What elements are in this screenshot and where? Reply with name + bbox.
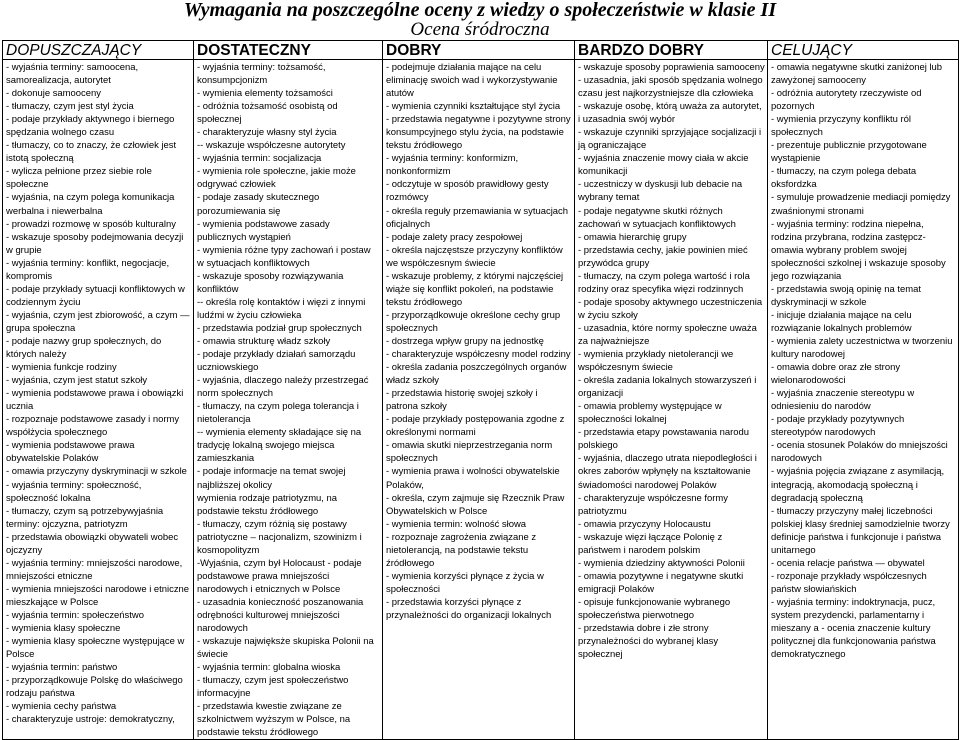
requirements-text: - wskazuje sposoby poprawienia samooceny - uzasadnia, jaki sposób spędzania wolnego czasu jest najkorzystniejsze dla człowieka - wskazuje osobę, którą uważa za autorytet, i uzasadnia swój wybór - wskazuje czynniki sprzyjające socjalizacji i ją ograniczające - wyjaśnia znaczenie mowy ciała w akcie komunikacji - uczestniczy w dyskusji lub debacie na wybrany temat - podaje negatywne skutki różnych zachowań w sytuacjach konfliktowych - omawia hierarchię grupy - przedstawia cechy, jakie powinien mieć przywódca grupy - tłumaczy, na czym polega wartość i rola rodziny oraz specyfika więzi rodzinnych - podaje sposoby aktywnego uczestniczenia w życiu szkoły - uzasadnia, które normy społeczne uważa za najważniejsze - wymienia przykłady nietolerancji we współczesnym świecie - określa zadania lokalnych stowarzyszeń i organizacji - omawia problemy występujące w społeczności lokalnej - przedstawia etapy powstawania narodu polskiego - wyjaśnia, dlaczego utrata niepodległości i okres zaborów wpłynęły na kształtowanie świadomości narodowej Polaków - charakteryzuje współczesne formy patriotyzmu - omawia przyczyny Holocaustu - wskazuje więzi łączące Polonię z państwem i narodem polskim - wymienia dziedziny aktywności Polonii - omawia pozytywne i negatywne skutki emigracji Polaków - opisuje funkcjonowanie wybranego społeczeństwa pierwotnego - przedstawia dobre i złe strony przynależności do wybranej klasy społecznej	[578, 62, 765, 661]
column-heading-bardzo-dobry: BARDZO DOBRY	[575, 41, 768, 60]
column-cell-dostateczny	[194, 60, 383, 740]
table-header-row	[3, 41, 959, 60]
column-cell-bardzo-dobry	[575, 60, 768, 740]
column-cell-celujacy	[768, 60, 959, 740]
table-row	[3, 60, 959, 740]
document-title: Wymagania na poszczególne oceny z wiedzy o społeczeństwie w klasie II	[183, 0, 777, 21]
column-heading-dopuszczajacy: DOPUSZCZAJĄCY	[3, 41, 194, 60]
document-subtitle: Ocena śródroczna	[410, 19, 550, 40]
column-cell-dopuszczajacy	[3, 60, 194, 740]
column-cell-dobry	[383, 60, 575, 740]
requirements-text: - podejmuje działania mające na celu eliminację swoich wad i wykorzystywanie atutów - wymienia czynniki kształtujące styl życia - przedstawia negatywne i pozytywne strony konsumpcyjnego stylu życia, na podstawie tekstu źródłowego - wyjaśnia terminy: konformizm, nonkonformizm - odczytuje w sposób prawidłowy gesty rozmówcy - określa reguły przemawiania w sytuacjach oficjalnych - podaje zalety pracy zespołowej - określa najczęstsze przyczyny konfliktów we współczesnym świecie - wskazuje problemy, z którymi najczęściej wiąże się konflikt pokoleń, na podstawie tekstu źródłowego - przyporządkowuje określone cechy grup społecznych - dostrzega wpływ grupy na jednostkę - charakteryzuje współczesny model rodziny - określa zadania poszczególnych organów władz szkoły - przedstawia historię swojej szkoły i patrona szkoły - podaje przykłady postępowania zgodne z określonymi normami - omawia skutki nieprzestrzegania norm społecznych - wymienia prawa i wolności obywatelskie Polaków, - określa, czym zajmuje się Rzecznik Praw Obywatelskich w Polsce - wymienia termin: wolność słowa - rozpoznaje zagrożenia związane z nietolerancją, na podstawie tekstu źródłowego - wymienia korzyści płynące z życia w społeczności - przedstawia korzyści płynące z przynależności do organizacji lokalnych	[386, 62, 571, 621]
column-heading-celujacy: CELUJĄCY	[768, 41, 959, 60]
column-heading-dostateczny: DOSTATECZNY	[194, 41, 383, 60]
requirements-text: - wyjaśnia terminy: samoocena, samorealizacja, autorytet - dokonuje samooceny - tłumaczy, czym jest styl życia - podaje przykłady aktywnego i biernego spędzania wolnego czasu - tłumaczy, co to znaczy, że człowiek jest istotą społeczną - wylicza pełnione przez siebie role społeczne - wyjaśnia, na czym polega komunikacja werbalna i niewerbalna - prowadzi rozmowę w sposób kulturalny - wskazuje sposoby podejmowania decyzji w grupie - wyjaśnia terminy: konflikt, negocjacje, kompromis - podaje przykłady sytuacji konfliktowych w codziennym życiu - wyjaśnia, czym jest zbiorowość, a czym — grupa społeczna - podaje nazwy grup społecznych, do których należy - wymienia funkcje rodziny - wyjaśnia, czym jest statut szkoły - wymienia podstawowe prawa i obowiązki ucznia - rozpoznaje podstawowe zasady i normy współżycia społecznego - wymienia podstawowe prawa obywatelskie Polaków - omawia przyczyny dyskryminacji w szkole - wyjaśnia terminy: społeczność, społeczność lokalna - tłumaczy, czym są potrzebywyjaśnia terminy: ojczyzna, patriotyzm - przedstawia obowiązki obywateli wobec ojczyzny - wyjaśnia terminy: mniejszości narodowe, mniejszości etniczne - wymienia mniejszości narodowe i etniczne mieszkające w Polsce - wyjaśnia termin: społeczeństwo - wymienia klasy społeczne - wymienia klasy społeczne występujące w Polsce - wyjaśnia termin: państwo - przyporządkowuje Polskę do właściwego rodzaju państwa - wymienia cechy państwa - charakteryzuje ustroje: demokratyczny,	[6, 62, 190, 726]
requirements-text: - wyjaśnia terminy: tożsamość, konsumpcjonizm - wymienia elementy tożsamości - odróżnia tożsamość osobistą od społecznej - charakteryzuje własny styl życia -- wskazuje współczesne autorytety - wyjaśnia termin: socjalizacja - wymienia role społeczne, jakie może odgrywać człowiek - podaje zasady skutecznego porozumiewania się - wymienia podstawowe zasady publicznych wystąpień - wymienia różne typy zachowań i postaw w sytuacjach konfliktowych - wskazuje sposoby rozwiązywania konfliktów -- określa rolę kontaktów i więzi z innymi ludźmi w życiu człowieka - przedstawia podział grup społecznych - omawia strukturę władz szkoły - podaje przykłady działań samorządu uczniowskiego - wyjaśnia, dlaczego należy przestrzegać norm społecznych - tłumaczy, na czym polega tolerancja i nietolerancja -- wymienia elementy składające się na tradycję lokalną swojego miejsca zamieszkania - podaje informacje na temat swojej najbliższej okolicy wymienia rodzaje patriotyzmu, na podstawie tekstu źródłowego - tłumaczy, czym różnią się postawy patriotyczne – nacjonalizm, szowinizm i kosmopolityzm -Wyjaśnia, czym był Holocaust - podaje podstawowe prawa mniejszości narodowych i etnicznych w Polsce - uzasadnia konieczność poszanowania odrębności kulturowej mniejszości narodowych - wskazuje najwięksże skupiska Polonii na świecie - wyjaśnia termin: globalna wioska - tłumaczy, czym jest społeczeństwo informacyjne - przedstawia kwestie związane ze szkolnictwem wyższym w Polsce, na podstawie tekstu źródłowego	[197, 62, 374, 739]
column-heading-dobry: DOBRY	[383, 41, 575, 60]
grade-requirements-table	[2, 40, 959, 740]
requirements-text: - omawia negatywne skutki zaniżonej lub zawyżonej samooceny - odróżnia autorytety rzeczywiste od pozornych - wymienia przyczyny konfliktu ról społecznych - prezentuje publicznie przygotowane wystąpienie - tłumaczy, na czym polega debata oksfordzka - symuluje prowadzenie mediacji pomiędzy zwaśnionymi stronami - wyjaśnia terminy: rodzina niepełna, rodzina przybrana, rodzina zastępcz- omawia wybrany problem swojej społeczności szkolnej i wskazuje sposoby jego rozwiązania - przedstawia swoją opinię na temat dyskryminacji w szkole - inicjuje działania mające na celu rozwiązanie lokalnych problemów - wymienia zalety uczestnictwa w tworzeniu kultury narodowej - omawia dobre oraz złe strony wielonarodowości - wyjaśnia znaczenie stereotypu w odniesieniu do narodów - podaje przykłady pozytywnych stereotypów narodowych - ocenia stosunek Polaków do mniejszości narodowych - wyjaśnia pojęcia związane z asymilacją, integracją, akomodacją społeczną i degradacją społeczną - tłumaczy przyczyny małej liczebności polskiej klasy średniej samodzielnie tworzy definicje państwa i funkcjonuje i państwa unitarnego - ocenia relacje państwa — obywatel - rozponaje przykłady współczesnych państw słowiańskich - wyjaśnia terminy: indoktrynacja, pucz, system prezydencki, parlamentarny i mieszany a - ocenia znaczenie kultury politycznej dla funkcjonowania państwa demokratycznego	[771, 62, 953, 661]
